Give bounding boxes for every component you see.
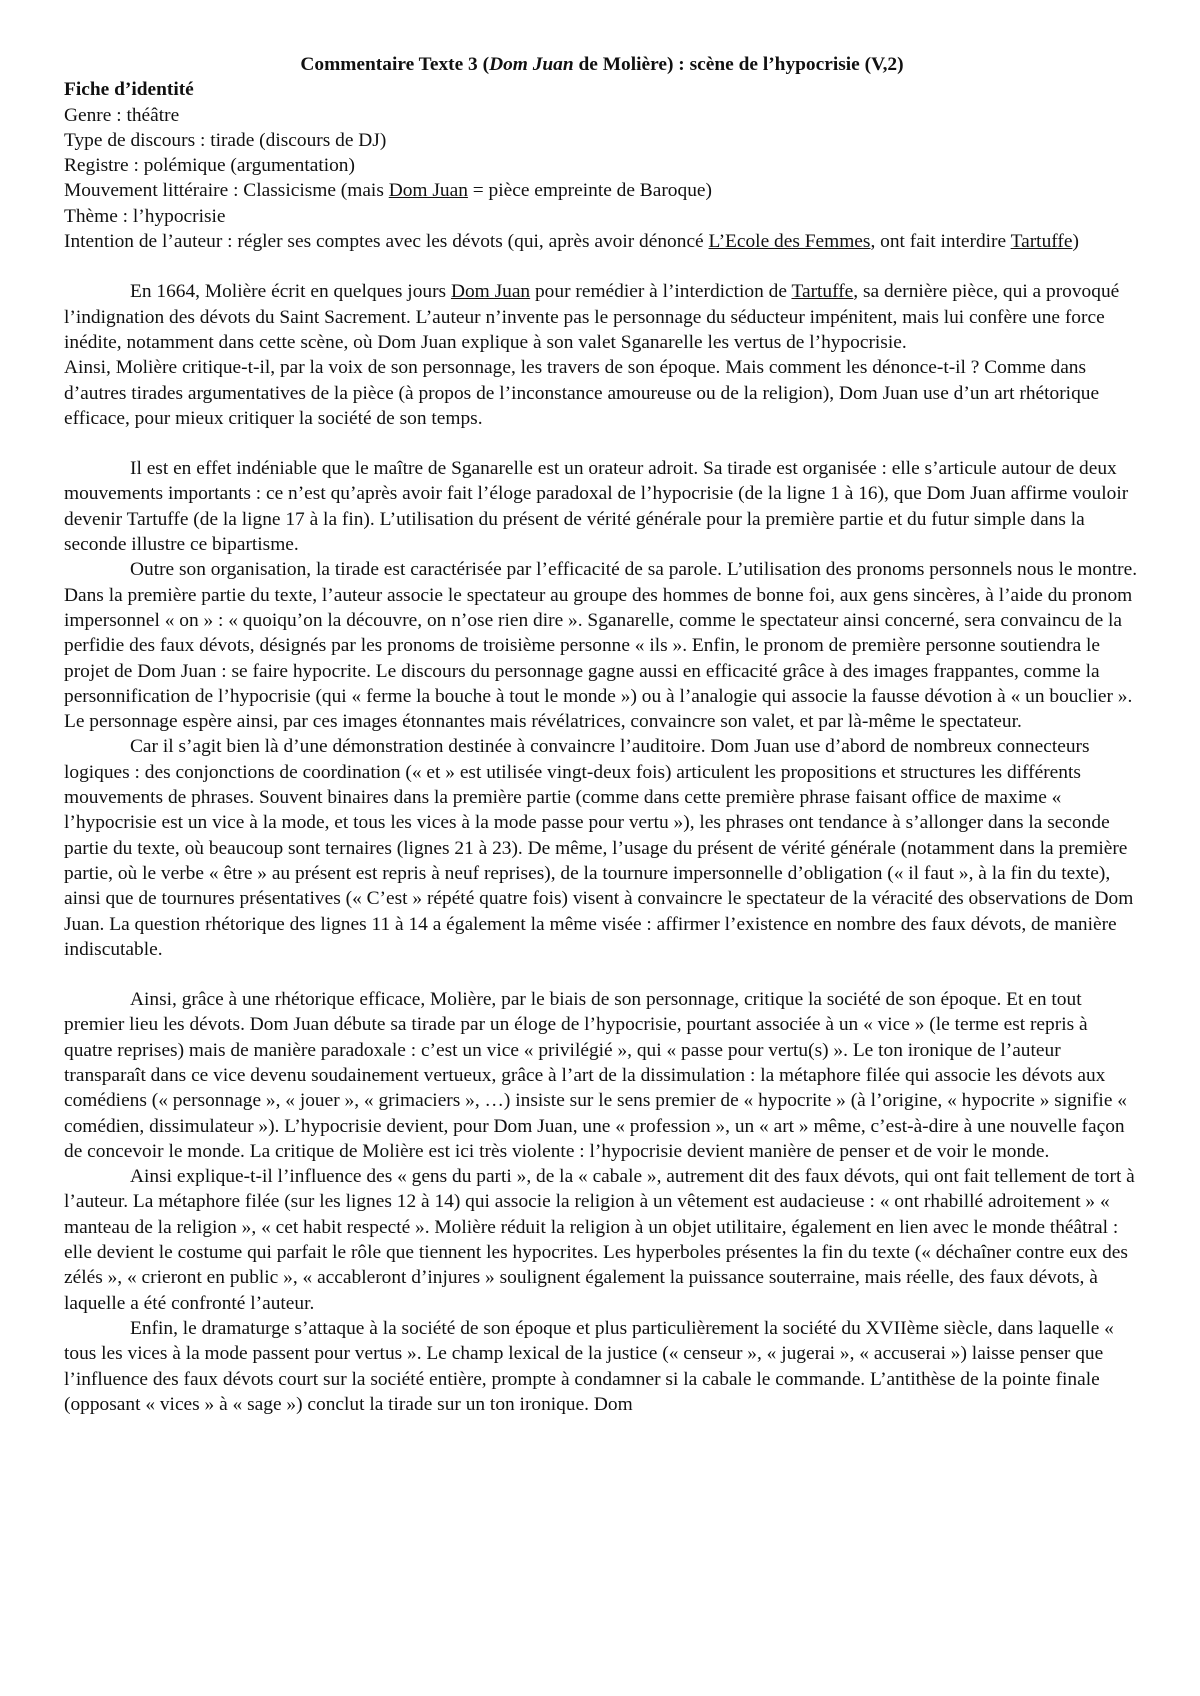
intro-p1-a: En 1664, Molière écrit en quelques jours: [130, 281, 451, 303]
id-card-genre: Genre : théâtre: [64, 104, 180, 126]
id-card-discourse: Type de discours : tirade (discours de DJ): [64, 129, 387, 151]
spacer: [64, 962, 1140, 987]
intro-p1-work-2: Tartuffe: [791, 281, 854, 303]
intro-p1-c: , sa dernière pièce, qui a provoqué l’indignation des dévots du Saint Sacrement. L’auteur n’invente pas le personnage du séducteur impénitent, mais lui confère une force inédite, notamment dans cette scène, où Dom Juan explique à son valet Sganarelle les vertus de l’hypocrisie.: [64, 281, 1120, 353]
part1-paragraph-2: Outre son organisation, la tirade est caractérisée par l’efficacité de sa parole. L’utilisation des pronoms personnels nous le montre. Dans la première partie du texte, l’auteur associe le spectateur au groupe des hommes de bonne foi, aux gens sincères, à l’aide du pronom impersonnel « on » : « quoiqu’on la découvre, on n’ose rien dire ». Sganarelle, comme le spectateur ainsi concerné, sera convaincu de la perfidie des faux dévots, désignés par les pronoms de troisième personne « ils ». Enfin, le pronom de première personne soutiendra le projet de Dom Juan : se faire hypocrite. Le discours du personnage gagne aussi en efficacité grâce à des images frappantes, comme la personnification de l’hypocrisie (qui « ferme la bouche à tout le monde ») ou à l’analogie qui associe la fausse dévotion à « un bouclier ». Le personnage espère ainsi, par ces images étonnantes mais révélatrices, convaincre son valet, et par là-même le spectateur.: [64, 559, 1138, 733]
movement-pre: Mouvement littéraire : Classicisme (mais: [64, 180, 389, 202]
part1-paragraph-1: Il est en effet indéniable que le maître de Sganarelle est un orateur adroit. Sa tirade est organisée : elle s’articule autour de deux mouvements importants : ce n’est qu’après avoir fait l’éloge paradoxal de l’hypocrisie (de la ligne 1 à 16), que Dom Juan affirme vouloir devenir Tartuffe (de la ligne 17 à la fin). L’utilisation du présent de vérité générale pour la première partie et du futur simple dans la seconde illustre ce bipartisme.: [64, 458, 1129, 556]
id-card-theme: Thème : l’hypocrisie: [64, 205, 226, 227]
id-card-movement: [64, 178, 1140, 203]
part2-paragraph-3: Enfin, le dramaturge s’attaque à la société de son époque et plus particulièrement la société du XVIIème siècle, dans laquelle « tous les vices à la mode passent pour vertus ». Le champ lexical de la justice (« censeur », « jugerai », « accuserai ») laisse penser que l’influence des faux dévots court sur la société entière, prompte à condamner si la cabale le commande. L’antithèse de la pointe finale (opposant « vices » à « sage ») conclut la tirade sur un ton ironique. Dom: [64, 1317, 1114, 1415]
intro-p1-work-1: Dom Juan: [450, 281, 531, 303]
document-title: [64, 52, 1140, 77]
intro-paragraph-2: Ainsi, Molière critique-t-il, par la voix de son personnage, les travers de son époque. Mais comment les dénonce-t-il ? Comme dans d’autres tirades argumentatives de la pièce (à propos de l’inconstance amoureuse ou de la religion), Dom Juan use d’un art rhétorique efficace, pour mieux critiquer la société de son temps.: [64, 357, 1100, 429]
title-pre: Commentaire Texte 3 (: [300, 54, 490, 75]
intent-post: ): [1072, 231, 1079, 253]
movement-work: Dom Juan: [388, 180, 468, 202]
intro-p1-b: pour remédier à l’interdiction de: [530, 281, 792, 303]
part1-paragraph-3: Car il s’agit bien là d’une démonstration destinée à convaincre l’auditoire. Dom Juan use d’abord de nombreux connecteurs logiques : des conjonctions de coordination (« et » est utilisée vingt-deux fois) articulent les propositions et structures les différents mouvements de phrases. Souvent binaires dans la première partie (comme dans cette première phrase faisant office de maxime « l’hypocrisie est un vice à la mode, et tous les vices à la mode passe pour vertu »), les phrases ont tendance à s’allonger dans la seconde partie du texte, où beaucoup sont ternaires (lignes 21 à 23). De même, l’usage du présent de vérité générale (notamment dans la première partie, où le verbe « être » au présent est repris à neuf reprises), de la tournure impersonnelle d’obligation (« il faut », à la fin du texte), ainsi que de tournures présentatives (« C’est » répété quatre fois) visent à convaincre le spectateur de la véracité des observations de Dom Juan. La question rhétorique des lignes 11 à 14 a également la même visée : affirmer l’existence en nombre des faux dévots, de manière indiscutable.: [64, 736, 1134, 960]
intent-pre: Intention de l’auteur : régler ses comptes avec les dévots (qui, après avoir dénoncé: [64, 231, 709, 253]
intro-paragraph-1: [64, 279, 1140, 355]
id-card-register: Registre : polémique (argumentation): [64, 155, 355, 177]
movement-post: = pièce empreinte de Baroque): [467, 180, 712, 202]
part2-paragraph-1: Ainsi, grâce à une rhétorique efficace, Molière, par le biais de son personnage, critique la société de son époque. Et en tout premier lieu les dévots. Dom Juan débute sa tirade par un éloge de l’hypocrisie, pourtant associée à un « vice » (le terme est repris à quatre reprises) mais de manière paradoxale : c’est un vice « privilégié », qui « passe pour vertu(s) ». Le ton ironique de l’auteur transparaît dans ce vice devenu soudainement vertueux, grâce à l’art de la dissimulation : la métaphore filée qui associe les dévots aux comédiens (« personnage », « jouer », « grimaciers », …) insiste sur le sens premier de « hypocrite » (à l’origine, « hypocrite » signifie « comédien, dissimulateur »). L’hypocrisie devient, pour Dom Juan, une « profession », un « art » même, c’est-à-dire à une nouvelle façon de concevoir le monde. La critique de Molière est ici très violente : l’hypocrisie devient manière de penser et de voir le monde.: [64, 989, 1127, 1162]
intent-work-1: L’Ecole des Femmes: [708, 231, 871, 253]
spacer: [64, 431, 1140, 456]
intent-mid: , ont fait interdire: [870, 231, 1011, 253]
title-post: de Molière) : scène de l’hypocrisie (V,2): [573, 54, 904, 75]
id-card-intent: [64, 229, 1140, 254]
title-work: Dom Juan: [489, 54, 574, 75]
id-card-heading: Fiche d’identité: [64, 79, 194, 101]
id-card: [64, 77, 1140, 254]
part2-paragraph-2: Ainsi explique-t-il l’influence des « gens du parti », de la « cabale », autrement dit des faux dévots, qui ont fait tellement de tort à l’auteur. La métaphore filée (sur les lignes 12 à 14) qui associe la religion à un vêtement est audacieuse : « ont rhabillé adroitement » « manteau de la religion », « cet habit respecté ». Molière réduit la religion à un objet utilitaire, également en lien avec le monde théâtral : elle devient le costume qui parfait le rôle que tiennent les hypocrites. Les hyperboles présentes la fin du texte (« déchaîner contre eux des zélés », « crieront en public », « accableront d’injures » soulignent également la puissance souterraine, mais réelle, des faux dévots, à laquelle a été confronté l’auteur.: [64, 1166, 1135, 1314]
intent-work-2: Tartuffe: [1010, 231, 1073, 253]
spacer: [64, 254, 1140, 279]
